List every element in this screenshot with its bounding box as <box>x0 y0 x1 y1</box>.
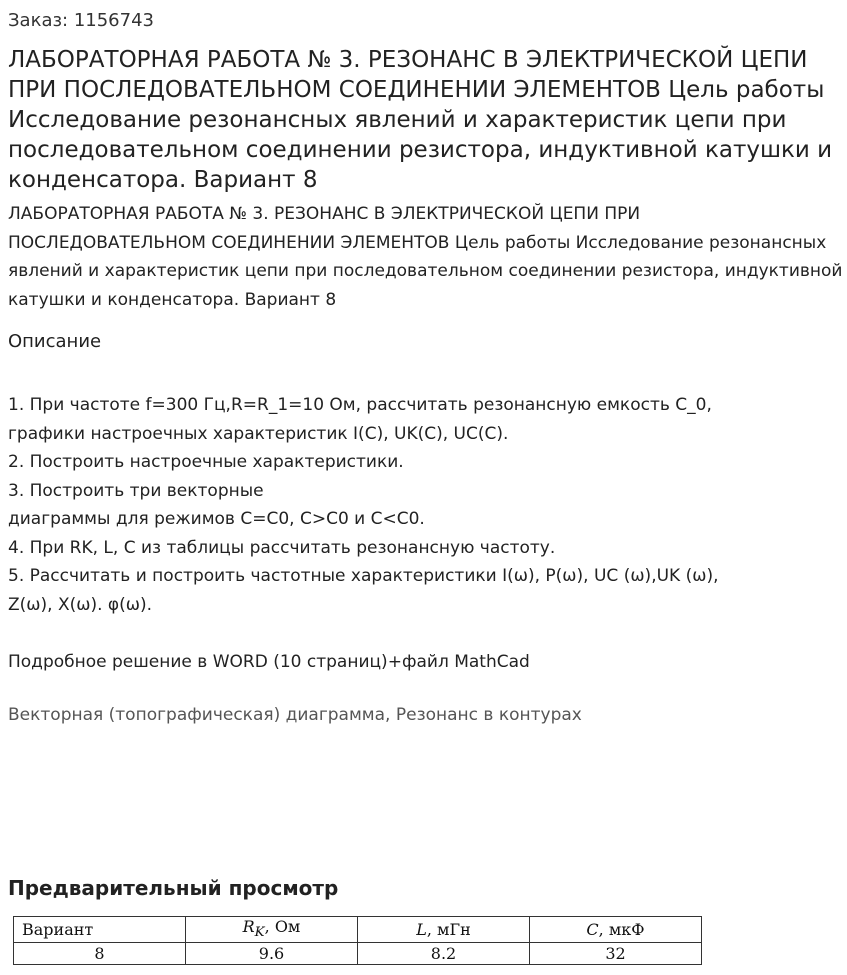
table-header-row <box>14 917 702 943</box>
header-subscript: K <box>254 925 265 941</box>
header-label: Вариант <box>22 920 94 940</box>
table-header-cell <box>14 917 186 943</box>
description-body <box>8 391 843 676</box>
header-unit: , мГн <box>426 920 471 940</box>
header-unit: , мкФ <box>598 920 645 940</box>
description-line: Z(ω), X(ω). φ(ω). <box>8 594 153 615</box>
table-cell: 32 <box>530 943 702 965</box>
order-number: Заказ: 1156743 <box>8 10 154 31</box>
table-row <box>14 943 702 965</box>
description-line: графики настроечных характеристик I(C), UK(C), UC(C). <box>8 423 509 444</box>
description-note: Подробное решение в WORD (10 страниц)+файл MathCad <box>8 651 530 672</box>
table-header-cell <box>530 917 702 943</box>
table-header-cell <box>186 917 358 943</box>
header-variable: L <box>416 920 427 940</box>
table-cell: 8.2 <box>358 943 530 965</box>
table-cell: 9.6 <box>186 943 358 965</box>
header-variable: C <box>586 920 599 940</box>
table-cell: 8 <box>14 943 186 965</box>
description-line: 4. При RK, L, C из таблицы рассчитать резонансную частоту. <box>8 537 556 558</box>
preview-table <box>13 916 702 965</box>
tag-separator: , <box>385 705 396 725</box>
header-variable: R <box>242 917 255 936</box>
table-header-cell <box>358 917 530 943</box>
page-title: ЛАБОРАТОРНАЯ РАБОТА № 3. РЕЗОНАНС В ЭЛЕКТРИЧЕСКОЙ ЦЕПИ ПРИ ПОСЛЕДОВАТЕЛЬНОМ СОЕДИНЕНИИ ЭЛЕМЕНТОВ Цель работы Исследование резонансных явлений и характеристик цепи при последовательном соединении резистора, индуктивной катушки и конденсатора. Вариант 8 <box>8 47 833 193</box>
description-line: 2. Построить настроечные характеристики. <box>8 452 404 472</box>
tag-link-resonance[interactable]: Резонанс в контурах <box>395 705 582 725</box>
tag-list <box>8 705 582 725</box>
preview-heading: Предварительный просмотр <box>8 876 339 900</box>
description-line: 3. Построить три векторные <box>8 480 264 501</box>
header-unit: , Ом <box>264 917 301 936</box>
description-line: диаграммы для режимов C=C0, C>C0 и C<C0. <box>8 509 425 529</box>
description-spacer <box>8 619 843 648</box>
description-heading: Описание <box>8 331 102 352</box>
description-line: 5. Рассчитать и построить частотные характеристики I(ω), P(ω), UC (ω),UK (ω), <box>8 566 719 586</box>
work-summary: ЛАБОРАТОРНАЯ РАБОТА № 3. РЕЗОНАНС В ЭЛЕКТРИЧЕСКОЙ ЦЕПИ ПРИ ПОСЛЕДОВАТЕЛЬНОМ СОЕДИНЕНИИ ЭЛЕМЕНТОВ Цель работы Исследование резонансных явлений и характеристик цепи при последовательном соединении резистора, индуктивной катушки и конденсатора. Вариант 8 <box>8 204 843 310</box>
tag-link-vector-diagram[interactable]: Векторная (топографическая) диаграмма <box>8 705 386 725</box>
description-line: 1. При частоте f=300 Гц,R=R_1=10 Ом, рассчитать резонансную емкость C_0, <box>8 395 712 415</box>
